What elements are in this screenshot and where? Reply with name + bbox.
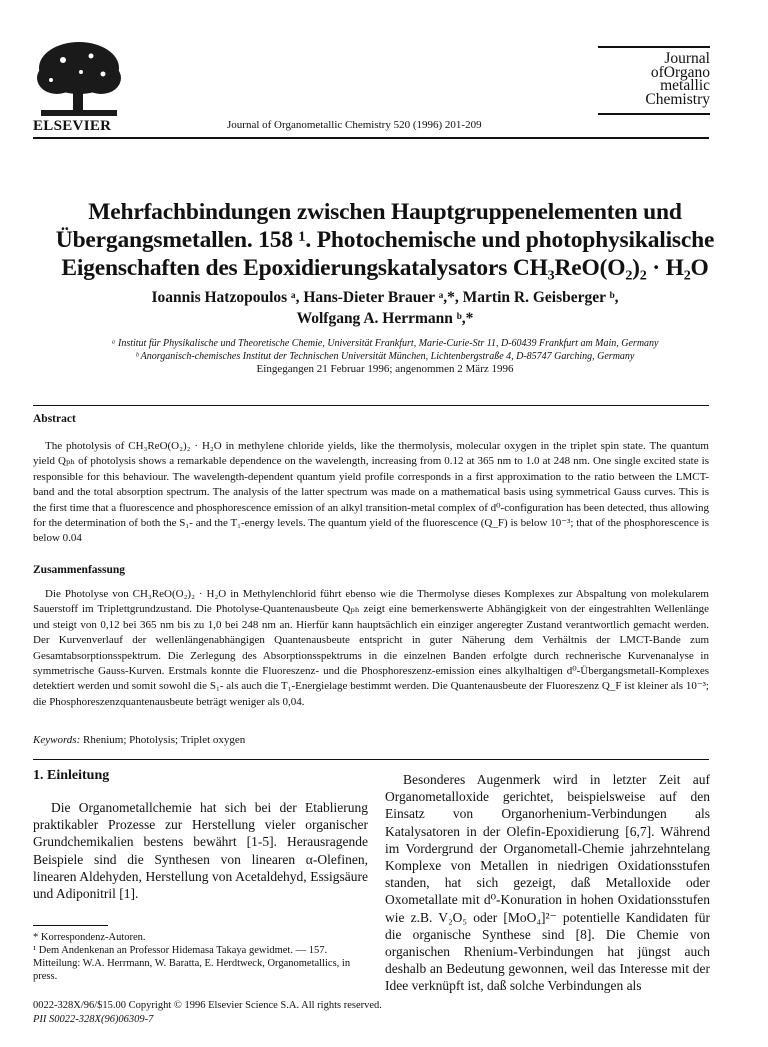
journal-logo-line: Chemistry (645, 90, 710, 108)
publisher-name: ELSEVIER (33, 118, 112, 134)
journal-logo-line: ofOrgano (650, 63, 710, 81)
affiliation-a: ᵃ Institut für Physikalische und Theoretische Chemie, Universität Frankfurt, Marie-Curie-Str 11, D-60439 Frankfurt am Main, Germany (111, 338, 659, 349)
pii-line: PII S0022-328X(96)06309-7 (33, 1014, 154, 1025)
journal-logo-rule-bottom (598, 113, 710, 115)
copyright-line: 0022-328X/96/$15.00 Copyright © 1996 Elsevier Science S.A. All rights reserved. (33, 1000, 382, 1011)
affiliations (40, 337, 730, 363)
body-left-paragraph: Die Organometallchemie hat sich bei der Etablierung praktikabler Prozesse zur Herstellung vieler organischer Grundchemikalien bestens bewährt [1-5]. Herausragende Beispiele sind die Synthesen von linearen α-Olefinen, linearen Aldehyden, Herstellung von Acetaldehyd, Essigsäure und Adiponitril [1]. (33, 800, 368, 902)
keywords-line (33, 733, 709, 748)
journal-citation: Journal of Organometallic Chemistry 520 (1996) 201-209 (227, 119, 482, 131)
author-list (60, 287, 710, 329)
footnote-rule (33, 925, 108, 926)
title-line: Mehrfachbindungen zwischen Hauptgruppenelementen und (88, 199, 682, 225)
title-line: Eigenschaften des Epoxidierungskatalysators CH₃ReO(O₂)₂ · H₂O (61, 255, 709, 281)
keywords-text: Rhenium; Photolysis; Triplet oxygen (83, 734, 246, 746)
journal-logo-line: metallic (660, 77, 710, 94)
authors-line: Ioannis Hatzopoulos ᵃ, Hans-Dieter Brauer ᵃ,*, Martin R. Geisberger ᵇ, (151, 289, 619, 306)
keywords-label: Keywords: (33, 734, 81, 746)
journal-logo-line: Journal (664, 50, 710, 67)
zusammenfassung-text: Die Photolyse von CH₃ReO(O₂)₂ · H₂O in Methylenchlorid führt ebenso wie die Thermolyse dieses Komplexes zur Abspaltung von molekularem Sauerstoff im Triplettgrundzustand. Die Photolyse-Quantenausbeute Qₚₕ zeigt eine bemerkenswerte Abhängigkeit von der eingestrahlten Wellenlänge und steigt von 0,12 bei 365 nm bis zu 1,0 bei 248 nm an. Hierfür kann hauptsächlich ein einziger angeregter Zustand verantwortlich gemacht werden. Der Kurvenverlauf der wellenlängenabhängigen Quantenausbeute entspricht in guter Näherung dem Verhältnis der LMCT-Bande zum Gesamtabsorptionsspektrum. Die Zerlegung des Absorptionsspektrums in die einzelnen Banden erfolgte durch rechnerische Kurvenanalyse in symmetrische Gauss-Kurven. Erstmals konnte die Fluoreszenz- und die Phosphoreszenz-emission eines alkylhaltigen d⁰-Übergangsmetall-Komplexes detektiert werden und somit sowohl die S₁- als auch die T₁-Energielage bestimmt werden. Die Quantenausbeute der Fluoreszenz Q_F ist kleiner als 10⁻³; die Phosphoreszenzquantenausbeute beträgt weniger als 0,04. (33, 588, 709, 708)
body-right-paragraph: Besonderes Augenmerk wird in letzter Zeit auf Organometalloxide gerichtet, beispielsweise auf den Einsatz von Organorhenium-Verbindungen als Katalysatoren in der Olefin-Epoxidierung [6,7]. Während im Vordergrund der Organometall-Chemie jahrzehntelang Komplexe von Metallen in niedrigen Oxidationsstufen standen, hat sich gezeigt, daß Metalloxide oder Oxometallate mit d⁰-Konuration in hohen Oxidationsstufen wie z.B. V₂O₅ oder [MoO₄]²⁻ potentielle Kandidaten für die organische Synthese sind [8]. Die Chemie von organischen Rhenium-Verbindungen hat jüngst auch deshalb an Bedeutung gewonnen, weil das Interesse mit der Idee verknüpft ist, daß solche Verbindungen als (385, 772, 710, 994)
article-title (40, 198, 730, 282)
footnote-dedication: ¹ Dem Andenkenan an Professor Hidemasa Takaya gewidmet. — 157. Mitteilung: W.A. Herrmann, W. Baratta, E. Herdtweck, Organometallics, in press. (33, 945, 351, 983)
body-rule (33, 759, 709, 760)
footnote-corresponding: * Korrespondenz-Autoren. (33, 932, 146, 943)
title-line: Übergangsmetallen. 158 ¹. Photochemische und photophysikalische (55, 227, 715, 253)
affiliation-b: ᵇ Anorganisch-chemisches Institut der Technischen Universität München, Lichtenbergstraße 4, D-85747 Garching, Germany (135, 351, 635, 362)
abstract-heading: Abstract (33, 413, 76, 425)
abstract-text: The photolysis of CH₃ReO(O₂)₂ · H₂O in methylene chloride yields, like the thermolysis, molecular oxygen in the triplet spin state. The quantum yield Qₚₕ of photolysis shows a remarkable dependence on the wavelength, increasing from 0.12 at 365 nm to 1.0 at 248 nm. One single excited state is responsible for this behaviour. The wavelength-dependent quantum yield profile corresponds in a first approximation to the ratio between the LMCT-band and the total absorption spectrum. The analysis of the latter spectrum was made on a mathematical basis using symmetrical Gauss curves. This is the first time that a fluorescence and phosphorescence emission of an alkyl transition-metal complex of d⁰-configuration has been detected, thus allowing for the determination of both the S₁- and the T₁-energy levels. The quantum yield of the fluorescence (Q_F) is below 10⁻³; that of the phosphorescence is below 0.04 (33, 440, 709, 545)
journal-logo-rule-top (598, 46, 710, 48)
authors-line: Wolfgang A. Herrmann ᵇ,* (296, 310, 474, 327)
zusammenfassung-heading: Zusammenfassung (33, 564, 126, 576)
header-rule (33, 137, 709, 139)
section-heading-einleitung: 1. Einleitung (33, 768, 110, 783)
received-dates: Eingegangen 21 Februar 1996; angenommen 2 März 1996 (256, 363, 514, 375)
abstract-rule (33, 405, 709, 406)
journal-logo (598, 52, 710, 106)
elsevier-tree-logo (33, 38, 125, 124)
